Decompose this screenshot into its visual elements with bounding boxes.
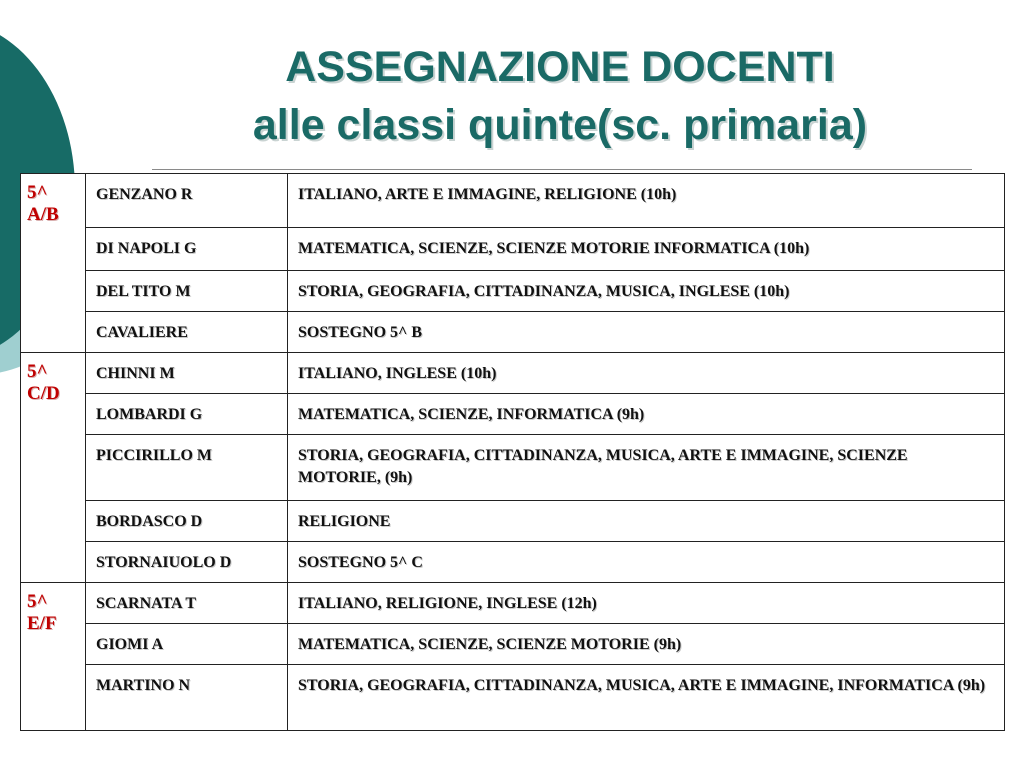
table-row [21,271,1005,312]
table-row [21,353,1005,394]
title-line-1: ASSEGNAZIONE DOCENTI [285,43,835,91]
teacher-cell: SCARNATA T [86,583,288,624]
table-row [21,542,1005,583]
teacher-cell: DEL TITO M [86,271,288,312]
subjects-cell: STORIA, GEOGRAFIA, CITTADINANZA, MUSICA, INGLESE (10h) [288,271,1005,312]
teacher-cell: LOMBARDI G [86,394,288,435]
teacher-cell: GIOMI A [86,624,288,665]
table-row [21,501,1005,542]
teacher-cell: STORNAIUOLO D [86,542,288,583]
subjects-cell: MATEMATICA, SCIENZE, INFORMATICA (9h) [288,394,1005,435]
subjects-cell: STORIA, GEOGRAFIA, CITTADINANZA, MUSICA, ARTE E IMMAGINE, INFORMATICA (9h) [288,665,1005,731]
teacher-cell: GENZANO R [86,174,288,228]
table-row [21,435,1005,501]
teacher-cell: CAVALIERE [86,312,288,353]
class-sections: E/F [27,613,57,634]
teacher-cell: BORDASCO D [86,501,288,542]
table-row [21,394,1005,435]
table-row [21,665,1005,731]
table-row [21,624,1005,665]
class-number: 5^ [27,361,48,382]
subjects-cell: RELIGIONE [288,501,1005,542]
assignment-table [20,173,1005,731]
subjects-cell: MATEMATICA, SCIENZE, SCIENZE MOTORIE (9h) [288,624,1005,665]
subjects-cell: ITALIANO, ARTE E IMMAGINE, RELIGIONE (10h) [288,174,1005,228]
table-row [21,583,1005,624]
subjects-cell: SOSTEGNO 5^ B [288,312,1005,353]
table-row [21,228,1005,271]
class-cell-ab [21,174,86,353]
class-number: 5^ [27,591,48,612]
teacher-cell: MARTINO N [86,665,288,731]
class-cell-ef [21,583,86,731]
subjects-cell: ITALIANO, RELIGIONE, INGLESE (12h) [288,583,1005,624]
class-number: 5^ [27,182,48,203]
subjects-cell: STORIA, GEOGRAFIA, CITTADINANZA, MUSICA, ARTE E IMMAGINE, SCIENZE MOTORIE, (9h) [288,435,1005,501]
teacher-cell: DI NAPOLI G [86,228,288,271]
table-row [21,312,1005,353]
title-line-2: alle classi quinte(sc. primaria) [252,101,868,149]
subjects-cell: ITALIANO, INGLESE (10h) [288,353,1005,394]
title-divider [152,169,972,170]
class-cell-cd [21,353,86,583]
teacher-cell: CHINNI M [86,353,288,394]
class-sections: A/B [27,204,59,225]
class-sections: C/D [27,383,60,404]
subjects-cell: SOSTEGNO 5^ C [288,542,1005,583]
teacher-cell: PICCIRILLO M [86,435,288,501]
table-row [21,174,1005,228]
subjects-cell: MATEMATICA, SCIENZE, SCIENZE MOTORIE INFORMATICA (10h) [288,228,1005,271]
slide-title [150,38,970,154]
